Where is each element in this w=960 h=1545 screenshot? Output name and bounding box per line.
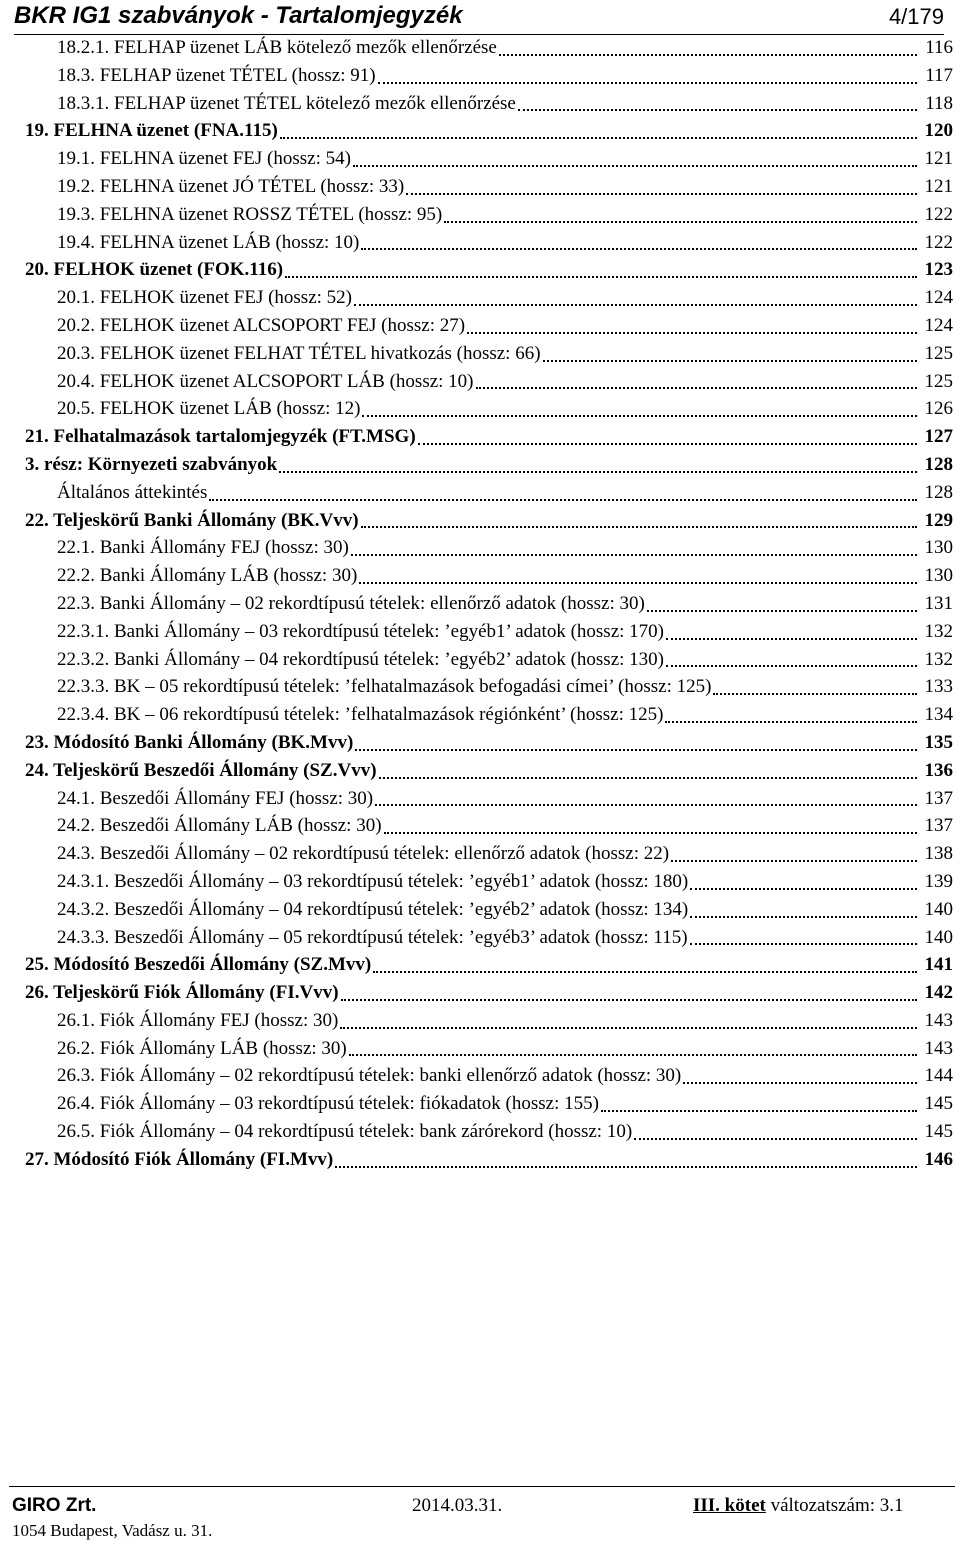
toc-dot-leader	[349, 1054, 917, 1056]
toc-entry[interactable]	[25, 979, 953, 1007]
toc-entry-label: 20.2. FELHOK üzenet ALCSOPORT FEJ (hossz: 27)	[57, 314, 466, 336]
toc-entry-label: 3. rész: Környezeti szabványok	[25, 453, 278, 475]
toc-entry-label: 20.4. FELHOK üzenet ALCSOPORT LÁB (hossz: 10)	[57, 370, 474, 392]
toc-entry-label: 19.1. FELHNA üzenet FEJ (hossz: 54)	[57, 148, 351, 170]
toc-entry-label: 18.2.1. FELHAP üzenet LÁB kötelező mezők ellenőrzése	[57, 37, 497, 58]
toc-entry-page: 132	[924, 648, 953, 670]
toc-entry[interactable]	[25, 62, 953, 90]
footer-version: változatszám: 3.1	[770, 1495, 904, 1516]
toc-entry-page: 132	[924, 620, 953, 642]
footer-volume	[693, 1495, 904, 1517]
toc-dot-leader	[467, 332, 917, 334]
toc-entry-label: 26.4. Fiók Állomány – 03 rekordtípusú tételek: fiókadatok (hossz: 155)	[57, 1093, 599, 1115]
toc-entry[interactable]	[25, 924, 953, 952]
toc-entry[interactable]	[25, 1118, 953, 1146]
toc-entry-label: 22.3.2. Banki Állomány – 04 rekordtípusú tételek: ’egyéb2’ adatok (hossz: 130)	[57, 648, 664, 670]
toc-entry-label: 24.1. Beszedői Állomány FEJ (hossz: 30)	[57, 787, 374, 809]
toc-entry-label: 20.5. FELHOK üzenet LÁB (hossz: 12)	[57, 398, 361, 420]
toc-entry[interactable]	[25, 368, 953, 396]
toc-entry[interactable]	[25, 340, 953, 368]
toc-entry-page: 122	[924, 203, 953, 225]
toc-dot-leader	[671, 860, 917, 862]
toc-dot-leader	[361, 526, 917, 528]
toc-entry-label: 19.2. FELHNA üzenet JÓ TÉTEL (hossz: 33)	[57, 175, 405, 197]
toc-entry-page: 144	[924, 1065, 953, 1087]
toc-dot-leader	[499, 54, 917, 56]
toc-entry-label: 22.3.3. BK – 05 rekordtípusú tételek: ’felhatalmazások befogadási címei’ (hossz: 125)	[57, 676, 712, 698]
toc-entry-label: 22.3.1. Banki Állomány – 03 rekordtípusú tételek: ’egyéb1’ adatok (hossz: 170)	[57, 620, 664, 642]
toc-entry-page: 145	[924, 1093, 953, 1115]
toc-dot-leader	[378, 82, 917, 84]
toc-entry-label: 18.3.1. FELHAP üzenet TÉTEL kötelező mezők ellenőrzése	[57, 92, 516, 114]
toc-entry-page: 123	[924, 259, 953, 281]
toc-dot-leader	[351, 554, 917, 556]
toc-entry-page: 134	[924, 704, 953, 726]
toc-entry-page: 138	[924, 843, 953, 865]
toc-entry-label: 26.3. Fiók Állomány – 02 rekordtípusú tételek: banki ellenőrző adatok (hossz: 30)	[57, 1065, 682, 1087]
toc-entry-label: 20.3. FELHOK üzenet FELHAT TÉTEL hivatkozás (hossz: 66)	[57, 342, 541, 364]
toc-dot-leader	[665, 721, 917, 723]
toc-entry-label: 26. Teljeskörű Fiók Állomány (FI.Vvv)	[25, 982, 339, 1004]
toc-dot-leader	[355, 749, 917, 751]
toc-dot-leader	[647, 610, 917, 612]
toc-entry-label: 22.3.4. BK – 06 rekordtípusú tételek: ’felhatalmazások régiónként’ (hossz: 125)	[57, 704, 664, 726]
footer-address: 1054 Budapest, Vadász u. 31.	[12, 1521, 213, 1540]
toc-dot-leader	[335, 1166, 917, 1168]
toc-entry[interactable]	[25, 395, 953, 423]
toc-entry-label: 19. FELHNA üzenet (FNA.115)	[25, 120, 278, 142]
toc-dot-leader	[666, 638, 917, 640]
toc-entry-label: 20. FELHOK üzenet (FOK.116)	[25, 259, 284, 281]
toc-entry-label: 23. Módosító Banki Állomány (BK.Mvv)	[25, 731, 354, 753]
toc-dot-leader	[384, 832, 917, 834]
toc-entry-page: 116	[925, 37, 953, 58]
toc-entry-page: 133	[924, 676, 953, 698]
toc-entry-label: 26.5. Fiók Állomány – 04 rekordtípusú tételek: bank zárórekord (hossz: 10)	[57, 1121, 633, 1143]
toc-entry[interactable]	[25, 812, 953, 840]
toc-dot-leader	[362, 415, 917, 417]
toc-entry-page: 139	[924, 870, 953, 892]
toc-dot-leader	[418, 443, 917, 445]
toc-entry[interactable]	[25, 1035, 953, 1063]
footer-company: GIRO Zrt.	[12, 1495, 97, 1516]
toc-entry[interactable]	[25, 1090, 953, 1118]
toc-entry[interactable]	[25, 701, 953, 729]
toc-entry[interactable]	[25, 507, 953, 535]
toc-entry-page: 121	[924, 175, 953, 197]
toc-entry[interactable]	[25, 896, 953, 924]
toc-dot-leader	[518, 109, 917, 111]
toc-entry[interactable]	[25, 1146, 953, 1174]
toc-entry-label: 24.3.3. Beszedői Állomány – 05 rekordtípusú tételek: ’egyéb3’ adatok (hossz: 115)	[57, 926, 688, 948]
toc-dot-leader	[666, 665, 917, 667]
toc-dot-leader	[634, 1138, 917, 1140]
toc-dot-leader	[683, 1082, 917, 1084]
toc-entry[interactable]	[25, 840, 953, 868]
toc-entry-page: 128	[924, 481, 953, 503]
toc-dot-leader	[280, 137, 917, 139]
toc-entry-page: 128	[924, 453, 953, 475]
toc-entry-label: 22.2. Banki Állomány LÁB (hossz: 30)	[57, 565, 358, 587]
toc-dot-leader	[340, 1027, 917, 1029]
toc-entry-page: 131	[924, 592, 953, 614]
page-number: 4/179	[888, 4, 944, 29]
toc-entry[interactable]	[25, 868, 953, 896]
page-header	[14, 2, 944, 35]
toc-dot-leader	[279, 471, 917, 473]
toc-dot-leader	[353, 165, 917, 167]
toc-dot-leader	[543, 360, 917, 362]
toc-entry-page: 137	[924, 787, 953, 809]
toc-dot-leader	[406, 193, 917, 195]
toc-entry-page: 143	[924, 1009, 953, 1031]
toc-entry-label: 24.3. Beszedői Állomány – 02 rekordtípusú tételek: ellenőrző adatok (hossz: 22)	[57, 843, 670, 865]
toc-entry-label: 26.2. Fiók Állomány LÁB (hossz: 30)	[57, 1037, 347, 1059]
toc-entry[interactable]	[25, 201, 953, 229]
toc-entry-page: 130	[924, 565, 953, 587]
toc-entry-page: 136	[924, 759, 953, 781]
toc-entry-page: 125	[924, 370, 953, 392]
toc-entry-page: 117	[925, 64, 953, 86]
toc-entry-page: 124	[924, 287, 953, 309]
toc-entry[interactable]	[25, 1062, 953, 1090]
toc-entry-label: 22. Teljeskörű Banki Állomány (BK.Vvv)	[25, 509, 359, 531]
toc-entry[interactable]	[25, 757, 953, 785]
footer-volume-label: III. kötet	[693, 1495, 766, 1516]
toc-entry[interactable]	[25, 451, 953, 479]
toc-entry[interactable]	[25, 534, 953, 562]
toc-dot-leader	[713, 693, 917, 695]
page-footer	[9, 1486, 955, 1543]
toc-entry[interactable]	[25, 284, 953, 312]
toc-entry-page: 141	[924, 954, 953, 976]
toc-entry-label: 27. Módosító Fiók Állomány (FI.Mvv)	[25, 1148, 334, 1170]
toc-entry-label: 19.4. FELHNA üzenet LÁB (hossz: 10)	[57, 231, 360, 253]
toc-entry-page: 137	[924, 815, 953, 837]
toc-entry-page: 135	[924, 731, 953, 753]
toc-entry-label: 22.1. Banki Állomány FEJ (hossz: 30)	[57, 537, 349, 559]
toc-entry-page: 140	[924, 926, 953, 948]
toc-entry-label: 24.3.2. Beszedői Állomány – 04 rekordtípusú tételek: ’egyéb2’ adatok (hossz: 134)	[57, 898, 689, 920]
toc-dot-leader	[285, 276, 917, 278]
toc-entry-label: 20.1. FELHOK üzenet FEJ (hossz: 52)	[57, 287, 352, 309]
toc-entry[interactable]	[25, 173, 953, 201]
toc-entry[interactable]	[25, 590, 953, 618]
toc-entry-label: 24. Teljeskörű Beszedői Állomány (SZ.Vvv)	[25, 759, 377, 781]
toc-entry[interactable]	[25, 145, 953, 173]
toc-entry-page: 143	[924, 1037, 953, 1059]
toc-entry-page: 124	[924, 314, 953, 336]
toc-entry-page: 130	[924, 537, 953, 559]
toc-entry-label: 19.3. FELHNA üzenet ROSSZ TÉTEL (hossz: 95)	[57, 203, 443, 225]
toc-entry-page: 145	[924, 1121, 953, 1143]
toc-entry-page: 120	[924, 120, 953, 142]
toc-entry-label: 25. Módosító Beszedői Állomány (SZ.Mvv)	[25, 954, 372, 976]
toc-entry-page: 127	[924, 426, 953, 448]
toc-entry[interactable]	[25, 479, 953, 507]
toc-entry[interactable]	[25, 90, 953, 118]
toc-entry-page: 146	[924, 1148, 953, 1170]
toc-dot-leader	[476, 387, 918, 389]
toc-entry[interactable]	[25, 646, 953, 674]
toc-dot-leader	[601, 1110, 917, 1112]
toc-entry[interactable]	[25, 312, 953, 340]
toc-dot-leader	[379, 777, 917, 779]
toc-entry-label: 18.3. FELHAP üzenet TÉTEL (hossz: 91)	[57, 64, 376, 86]
toc-entry[interactable]	[25, 117, 953, 145]
toc-entry-page: 129	[924, 509, 953, 531]
toc-entry-page: 122	[924, 231, 953, 253]
toc-entry-label: 22.3. Banki Állomány – 02 rekordtípusú tételek: ellenőrző adatok (hossz: 30)	[57, 592, 645, 614]
toc-dot-leader	[690, 943, 917, 945]
toc-entry[interactable]	[25, 256, 953, 284]
toc-entry-page: 118	[925, 92, 953, 114]
toc-dot-leader	[690, 916, 917, 918]
toc-dot-leader	[354, 304, 917, 306]
toc-entry-page: 126	[924, 398, 953, 420]
toc-entry[interactable]	[25, 729, 953, 757]
toc-entry-label: Általános áttekintés	[57, 481, 208, 503]
toc-entry-page: 125	[924, 342, 953, 364]
toc-entry[interactable]	[25, 673, 953, 701]
toc-entry-label: 26.1. Fiók Állomány FEJ (hossz: 30)	[57, 1009, 339, 1031]
toc-dot-leader	[690, 888, 917, 890]
toc-entry[interactable]	[25, 229, 953, 257]
toc-entry[interactable]	[25, 951, 953, 979]
toc-entry-label: 21. Felhatalmazások tartalomjegyzék (FT.MSG)	[25, 426, 416, 448]
toc-dot-leader	[444, 221, 917, 223]
toc-entry[interactable]	[25, 785, 953, 813]
toc-dot-leader	[209, 499, 917, 501]
toc-dot-leader	[375, 804, 917, 806]
toc-entry[interactable]	[25, 34, 953, 62]
toc-dot-leader	[359, 582, 917, 584]
toc-entry[interactable]	[25, 423, 953, 451]
toc-entry-page: 142	[924, 982, 953, 1004]
footer-date: 2014.03.31.	[412, 1495, 503, 1516]
toc-dot-leader	[373, 971, 917, 973]
toc-entry-label: 24.2. Beszedői Állomány LÁB (hossz: 30)	[57, 815, 382, 837]
toc-dot-leader	[341, 999, 917, 1001]
document-title: BKR IG1 szabványok - Tartalomjegyzék	[14, 2, 463, 29]
toc-entry-label: 24.3.1. Beszedői Állomány – 03 rekordtípusú tételek: ’egyéb1’ adatok (hossz: 180)	[57, 870, 689, 892]
table-of-contents	[25, 34, 953, 1174]
toc-entry-page: 140	[924, 898, 953, 920]
toc-entry[interactable]	[25, 562, 953, 590]
toc-dot-leader	[361, 248, 917, 250]
toc-entry[interactable]	[25, 618, 953, 646]
toc-entry-page: 121	[924, 148, 953, 170]
toc-entry[interactable]	[25, 1007, 953, 1035]
